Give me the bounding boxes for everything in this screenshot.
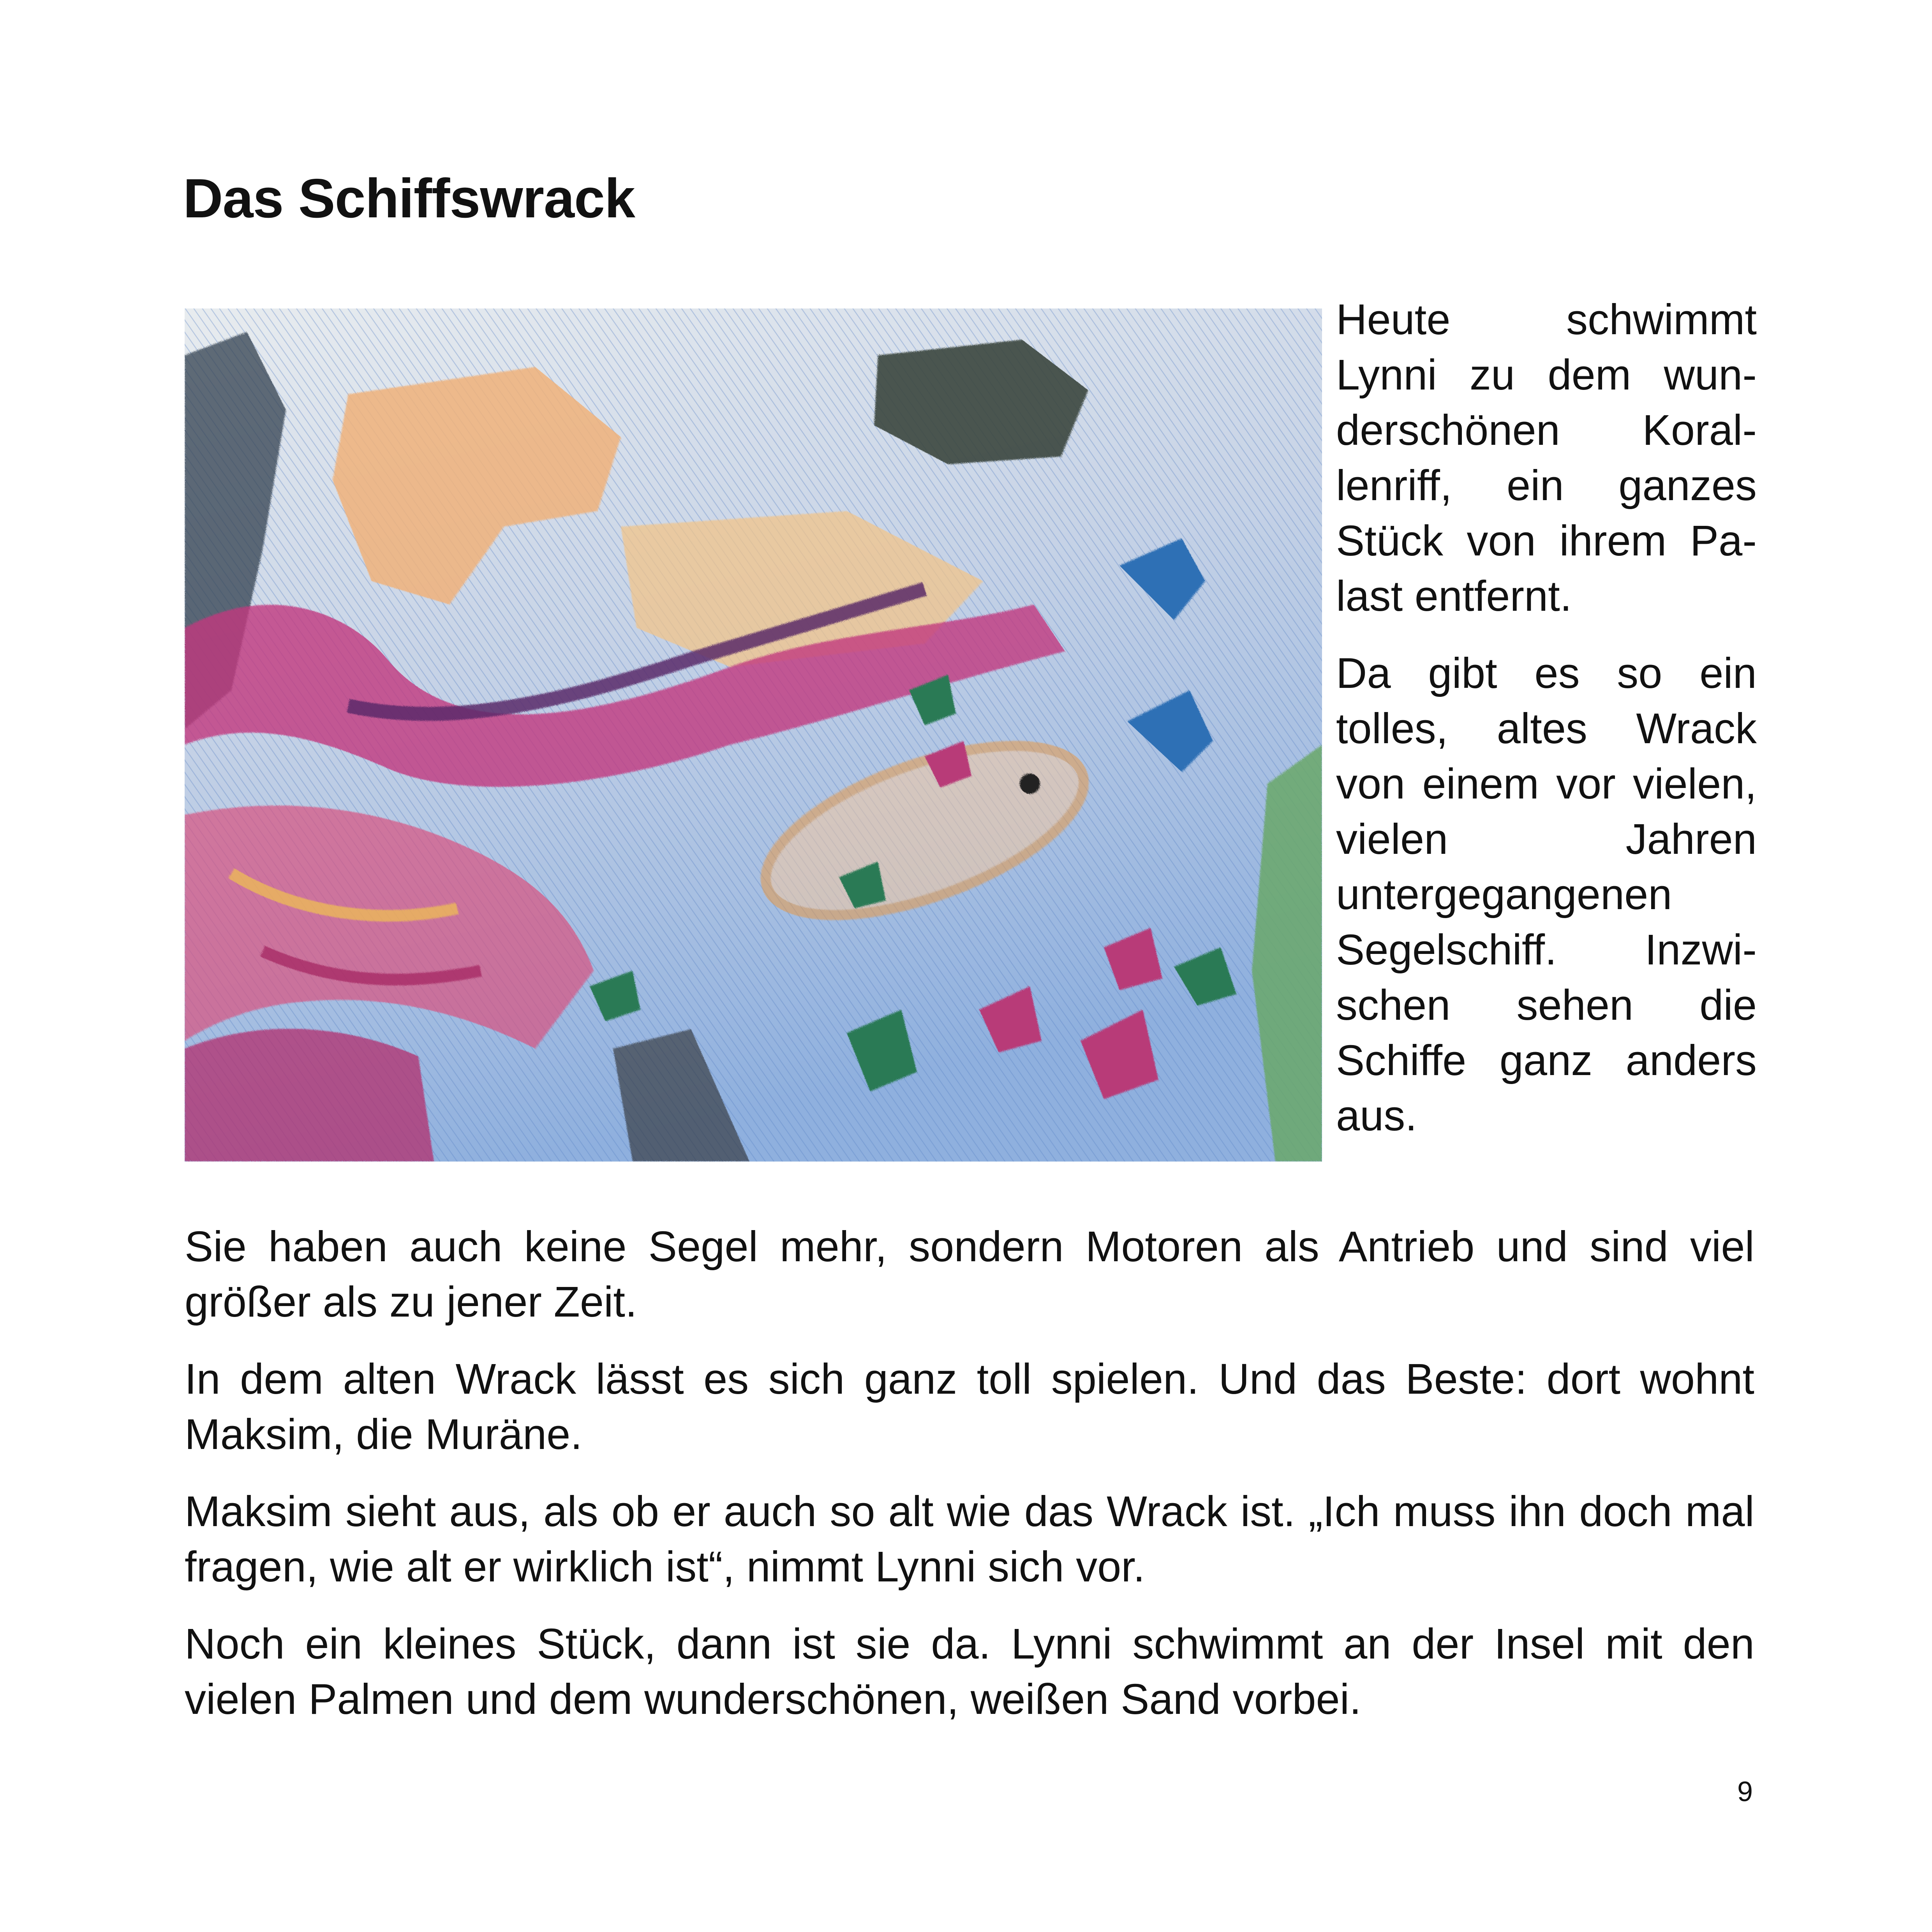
body-paragraph: Noch ein kleines Stück, dann ist sie da. Lynni schwimmt an der Insel mit den vielen Palmen und dem wunderschönen, weißen Sand vorbei. (185, 1620, 1754, 1723)
page-number: 9 (1737, 1776, 1753, 1807)
page-title: Das Schiffswrack (183, 167, 635, 229)
body-paragraph: In dem alten Wrack lässt es sich ganz toll spielen. Und das Beste: dort wohnt Maksim, die Muräne. (185, 1355, 1754, 1458)
side-paragraph: Da gibt es so ein tolles, altes Wrack von einem vor vielen, vielen Jahren untergegangenen Segelschiff. Inzwischen sehen die Schiffe ganz anders aus. (1336, 649, 1757, 1140)
body-paragraph: Sie haben auch keine Segel mehr, sondern Motoren als Antrieb und sind viel größer als zu jener Zeit. (185, 1223, 1754, 1326)
side-text-column (1336, 292, 1757, 1165)
ship-wreck-illustration (185, 308, 1322, 1162)
body-text (185, 1219, 1754, 1749)
crayon-drawing (185, 308, 1322, 1162)
side-paragraph: Heute schwimmt Lynni zu dem wunderschönen Korallenriff, ein ganzes Stück von ihrem Palast entfernt. (1336, 296, 1757, 620)
body-paragraph: Maksim sieht aus, als ob er auch so alt wie das Wrack ist. „Ich muss ihn doch mal fragen, wie alt er wirklich ist“, nimmt Lynni sich vor. (185, 1488, 1754, 1591)
